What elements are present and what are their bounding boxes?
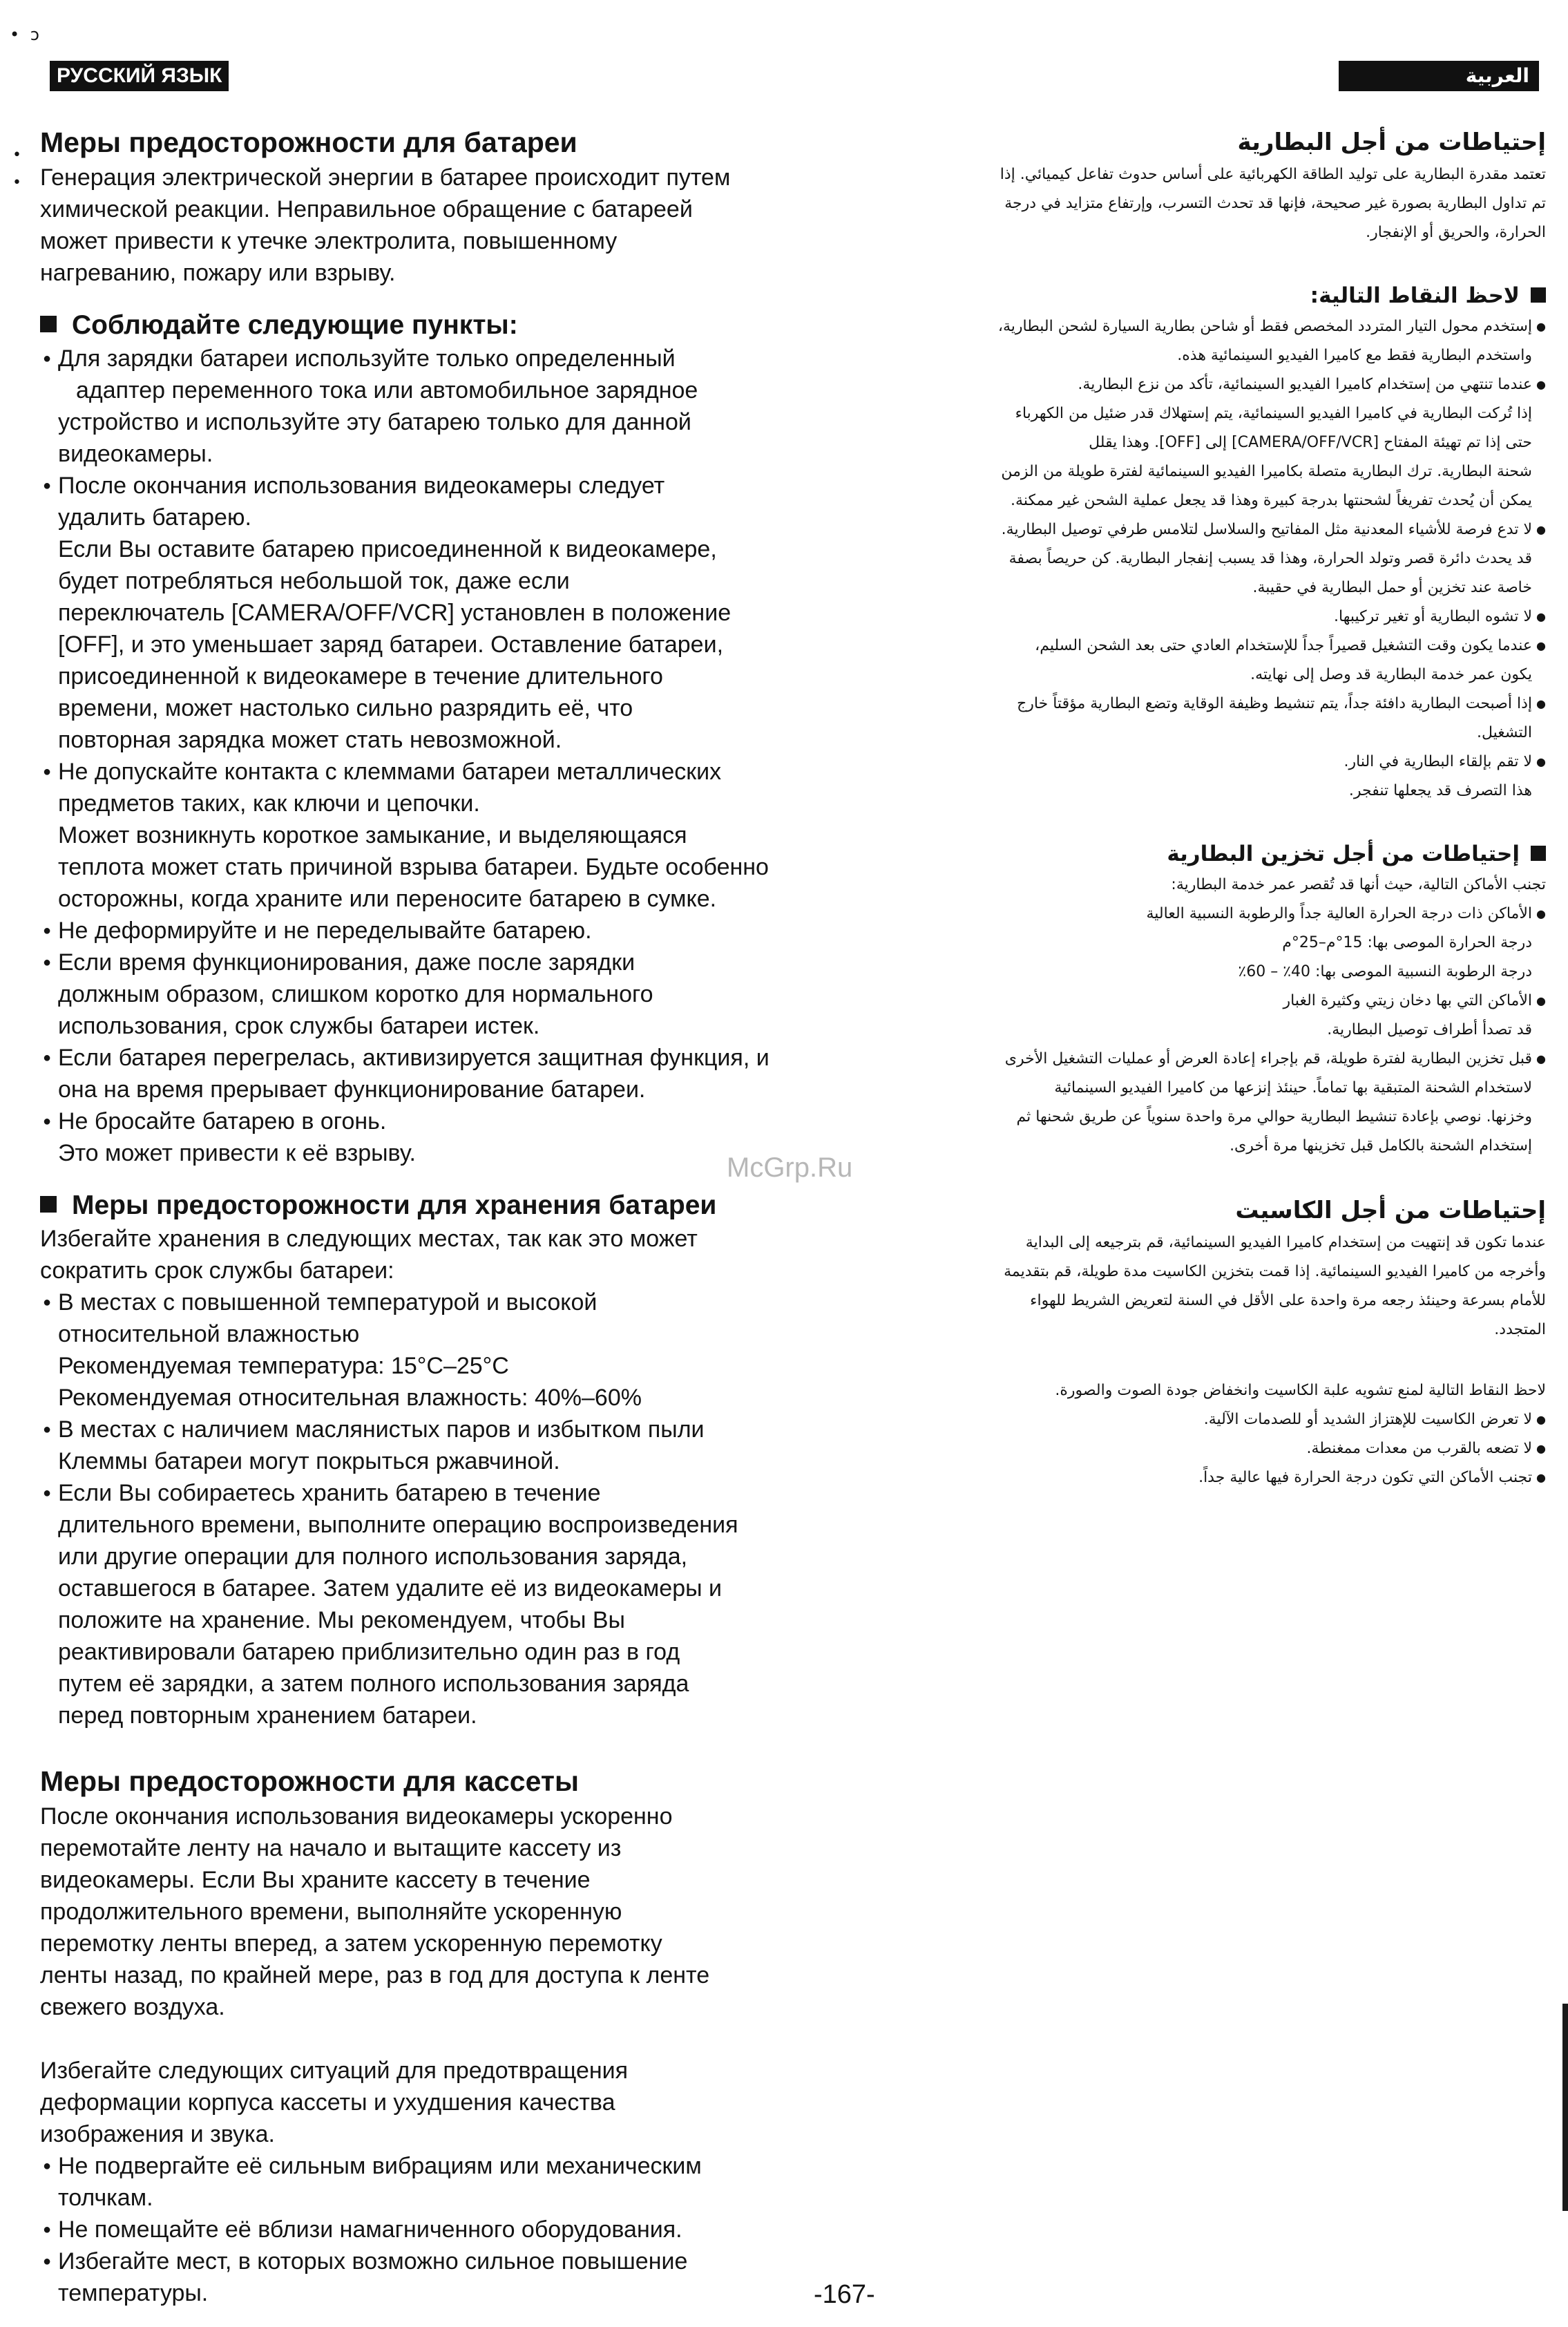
ar-bullet-item: ● الأماكن التي بها دخان زيتي وكثيرة الغبار (898, 987, 1546, 1016)
ar-text-line: يمكن أن يُحدث تفريغاً لشحنتها بدرجة كبيرة وهذا قد يجعل عملية الشحن غير ممكنة. (1011, 492, 1532, 509)
ru-text-line: свежего воздуха. (40, 1994, 225, 2020)
ru-text-line: Рекомендуемая относительная влажность: 40%–60% (58, 1385, 642, 1411)
ar-text-line: واستخدم البطارية فقط مع كاميرا الفيديو السينمائية هذه. (1177, 347, 1532, 364)
russian-column (40, 124, 883, 2309)
ar-bullet-item: ● الأماكن ذات درجة الحرارة العالية جداً والرطوبة النسبية العالية (898, 900, 1546, 929)
ru-text-line: путем её зарядки, а затем полного использования заряда (58, 1671, 689, 1697)
ar-text-line: تم تداول البطارية بصورة غير صحيحة، فإنها قد تحدث التسرب، وإرتفاع متزايد في درجة (1004, 195, 1546, 212)
ru-text-line: химической реакции. Неправильное обращение с батареей (40, 196, 693, 222)
ru-text-line: или другие операции для полного использования заряда, (58, 1544, 688, 1570)
ar-text-line: المتجدد. (1494, 1321, 1546, 1338)
margin-dot-icon: • (12, 174, 21, 191)
ru-cassette-title: Меры предосторожности для кассеты (40, 1765, 579, 1797)
ar-text-line: وخزنها. نوصي بإعادة تنشيط البطارية حوالي مرة واحدة سنوياً عن طريق شحنها ثم (1016, 1108, 1532, 1125)
ru-text-line: перемотку ленты вперед, а затем ускоренную перемотку (40, 1930, 662, 1957)
ar-text-line: لاستخدام الشحنة المتبقية بها تماماً. حينئذ إنزعها من كاميرا الفيديو السينمائية (1054, 1079, 1532, 1096)
ar-text-line: وأخرجه من كاميرا الفيديو السينمائية. إذا قمت بتخزين الكاسيت مدة طويلة، قم بتقديمة (1004, 1263, 1546, 1280)
ru-text-line: относительной влажностью (58, 1321, 360, 1347)
ar-text-line: هذا التصرف قد يجعلها تنفجر. (1348, 782, 1532, 799)
ar-bullet-item: ● لا تقم بإلقاء البطارية في النار. (898, 748, 1546, 777)
ru-text-line: устройство и используйте эту батарею только для данной (58, 409, 691, 435)
ru-text-line: времени, может настолько сильно разрядить её, что (58, 695, 633, 721)
ar-bullet-item: ● لا تدع فرصة للأشياء المعدنية مثل المفاتيح والسلاسل لتلامس طرفي توصيل البطارية. (898, 515, 1546, 544)
ru-text-line: оставшегося в батарее. Затем удалите её из видеокамеры и (58, 1575, 722, 1602)
ru-text-line: нагреванию, пожару или взрыву. (40, 260, 396, 286)
ru-text-line: длительного времени, выполните операцию воспроизведения (58, 1512, 738, 1538)
language-label-arabic: العربية (1339, 61, 1539, 91)
ru-text-line: может привести к утечке электролита, повышенному (40, 228, 618, 254)
ar-text-line: تعتمد مقدرة البطارية على توليد الطاقة الكهربائية على أساس حدوث تفاعل كيميائي. إذا (1000, 166, 1546, 183)
ru-text-line: использования, срок службы батареи истек. (58, 1013, 540, 1039)
ar-text-line: قد يحدث دائرة قصر وتولد الحرارة، وهذا قد يسبب إنفجار البطارية. كن حريصاً بصفة (1008, 550, 1532, 567)
ru-text-line: ленты назад, по крайней мере, раз в год для доступа к ленте (40, 1962, 710, 1988)
ru-battery-title: Меры предосторожности для батареи (40, 126, 577, 158)
ar-bullet-item: ● لا تعرض الكاسيت للإهتزاز الشديد أو للصدمات الآلية. (898, 1405, 1546, 1434)
ru-text-line: продолжительного времени, выполняйте ускоренную (40, 1899, 622, 1925)
ru-text-line: Это может привести к её взрыву. (58, 1140, 416, 1166)
ar-text-line: قد تصدأ أطراف توصيل البطارية. (1327, 1021, 1532, 1038)
corner-marks: • ɔ (10, 25, 42, 44)
ru-text-line: переключатель [CAMERA/OFF/VCR] установлен в положение (58, 600, 732, 626)
ru-text-line: изображения и звука. (40, 2121, 275, 2147)
ru-bullet-item: ● Не деформируйте и не переделывайте батарею. (40, 915, 883, 947)
ru-text-line: [OFF], и это уменьшает заряд батареи. Оставление батареи, (58, 631, 724, 658)
ar-text-line: تجنب الأماكن التالية، حيث أنها قد تُقصر عمر خدمة البطارية: (1171, 876, 1546, 893)
ru-text-line: реактивировали батарею приблизительно один раз в год (58, 1639, 680, 1665)
ru-text-line: Если Вы оставите батарею присоединенной к видеокамере, (58, 536, 717, 562)
language-label-russian: РУССКИЙ ЯЗЫК (50, 61, 229, 91)
ar-storage-title: إحتياطات من أجل تخزين البطارية (898, 837, 1546, 871)
ar-bullet-item: ● إذا أصبحت البطارية دافئة جداً، يتم تنشيط وظيفة الوقاية وتضع البطارية مؤقتاً خارج (898, 690, 1546, 719)
ru-text-line: теплота может стать причиной взрыва батареи. Будьте особенно (58, 854, 769, 880)
ar-battery-title: إحتياطات من أجل البطارية (1237, 129, 1546, 156)
margin-dot-icon: • (12, 146, 21, 164)
ru-bullet-item: ● После окончания использования видеокамеры следует (40, 470, 883, 502)
ru-points-title: Соблюдайте следующие пункты: (40, 308, 883, 343)
ru-bullet-item: ● Не допускайте контакта с клеммами батареи металлических (40, 756, 883, 788)
ru-text-line: должным образом, слишком коротко для нормального (58, 981, 653, 1007)
ru-bullet-item: ● Если время функционирования, даже после зарядки (40, 947, 883, 978)
ar-text-line: إستخدام الشحنة بالكامل قبل تخزينها مرة أخرى. (1230, 1137, 1532, 1155)
ru-text-line: видеокамеры. (58, 441, 213, 467)
ar-text-line: التشغيل. (1477, 724, 1532, 741)
page-number: -167- (814, 2280, 875, 2309)
ar-text-line: شحنة البطارية. ترك البطارية متصلة بكاميرا الفيديو السينمائية لفترة طويلة من الزمن (1001, 463, 1532, 480)
ar-text-line: درجة الرطوبة النسبية الموصى بها: 40٪ – 60٪ (1238, 963, 1532, 980)
ru-text-line: присоединенной к видеокамере в течение длительного (58, 663, 663, 690)
ar-text-line: للأمام بسرعة وحينئذ رجعه مرة واحدة على الأقل في السنة لتعريض الشريط للهواء (1030, 1292, 1546, 1309)
ru-text-line: Генерация электрической энергии в батарее происходит путем (40, 164, 731, 191)
ar-bullet-item: ● لا تشوه البطارية أو تغير تركيبها. (898, 602, 1546, 631)
ru-bullet-item: ● Не бросайте батарею в огонь. (40, 1105, 883, 1137)
ru-text-line: толчкам. (58, 2185, 153, 2211)
ru-text-line: Может возникнуть короткое замыкание, и выделяющаяся (58, 822, 687, 848)
ru-text-line: перемотайте ленту на начало и вытащите кассету из (40, 1835, 622, 1861)
ru-bullet-item: ● Для зарядки батареи используйте только определенный (40, 343, 883, 374)
square-bullet-icon (1531, 846, 1546, 861)
square-bullet-icon (40, 1196, 57, 1213)
ru-text-line: предметов таких, как ключи и цепочки. (58, 790, 480, 817)
ru-text-line: температуры. (58, 2280, 209, 2306)
ru-text-line: Избегайте следующих ситуаций для предотвращения (40, 2058, 629, 2084)
ru-bullet-item: ● Не подвергайте её сильным вибрациям или механическим (40, 2150, 883, 2182)
ar-bullet-item: ● تجنب الأماكن التي تكون درجة الحرارة فيها عالية جداً. (898, 1463, 1546, 1492)
ar-cassette-title: إحتياطات من أجل الكاسيت (1235, 1197, 1546, 1224)
ar-bullet-item: ● لا تضعه بالقرب من معدات ممغنطة. (898, 1434, 1546, 1463)
ar-bullet-item: ● عندما تنتهي من إستخدام كاميرا الفيديو السينمائية، تأكد من نزع البطارية. (898, 370, 1546, 399)
ru-text-line: Клеммы батареи могут покрыться ржавчиной. (58, 1448, 560, 1474)
ar-bullet-item: ● قبل تخزين البطارية لفترة طويلة، قم بإجراء إعادة العرض أو عمليات التشغيل الأخرى (898, 1045, 1546, 1074)
ru-text-line: повторная зарядка может стать невозможной. (58, 727, 562, 753)
ar-text-line: خاصة عند تخزين أو حمل البطارية في حقيبة. (1252, 579, 1532, 596)
ru-bullet-item: ● Не помещайте её вблизи намагниченного оборудования. (40, 2214, 883, 2245)
ar-text-line: يكون عمر خدمة البطارية قد وصل إلى نهايته. (1250, 666, 1532, 683)
ar-bullet-item: ● إستخدم محول التيار المتردد المخصص فقط أو شاحن بطارية السيارة لشحن البطارية، (898, 312, 1546, 341)
ru-text-line: удалить батарею. (58, 504, 251, 531)
ru-text-line: она на время прерывает функционирование батареи. (58, 1076, 646, 1103)
ru-bullet-item: ● В местах с повышенной температурой и высокой (40, 1286, 883, 1318)
ru-text-line: Избегайте хранения в следующих местах, так как это может (40, 1226, 698, 1252)
ar-text-line: درجة الحرارة الموصى بها: 15°م–25°م (1282, 934, 1532, 951)
ru-text-line: видеокамеры. Если Вы храните кассету в течение (40, 1867, 591, 1893)
ar-text-line: الحرارة، والحريق أو الإنفجار. (1366, 224, 1546, 241)
ru-text-line: После окончания использования видеокамеры ускоренно (40, 1803, 673, 1830)
arabic-column (898, 124, 1546, 1492)
ru-bullet-item: ● Если батарея перегрелась, активизируется защитная функция, и (40, 1042, 883, 1074)
ru-text-line: перед повторным хранением батареи. (58, 1702, 477, 1729)
ru-bullet-item: ● Избегайте мест, в которых возможно сильное повышение (40, 2245, 883, 2277)
ru-text-line: деформации корпуса кассеты и ухудшения качества (40, 2089, 615, 2116)
watermark: McGrp.Ru (727, 1152, 853, 1183)
ar-bullet-item: ● عندما يكون وقت التشغيل قصيراً جداً للإستخدام العادي حتى بعد الشحن السليم، (898, 631, 1546, 661)
ar-text-line: إذا تُركت البطارية في كاميرا الفيديو السينمائية، يتم إستهلاك قدر ضئيل من الكهرباء (1015, 405, 1532, 422)
page-edge-bar (1562, 2004, 1568, 2211)
ar-text-line: عندما تكون قد إنتهيت من إستخدام كاميرا الفيديو السينمائية، قم بترجيعه إلى البداية (1025, 1234, 1546, 1251)
ru-text-line: Рекомендуемая температура: 15°C–25°C (58, 1353, 509, 1379)
square-bullet-icon (1531, 287, 1546, 303)
ru-text-line: сократить срок службы батареи: (40, 1257, 394, 1284)
square-bullet-icon (40, 316, 57, 332)
ru-text-line: положите на хранение. Мы рекомендуем, чтобы Вы (58, 1607, 625, 1633)
ar-text-line: لاحظ النقاط التالية لمنع تشويه علبة الكاسيت وانخفاض جودة الصوت والصورة. (1055, 1382, 1546, 1399)
ru-bullet-item: ● В местах с наличием маслянистых паров и избытком пыли (40, 1414, 883, 1445)
ar-points-title: لاحظ النقاط التالية: (898, 279, 1546, 312)
ru-text-line: осторожны, когда храните или переносите батарею в сумке. (58, 886, 717, 912)
ru-text-line: адаптер переменного тока или автомобильное зарядное (76, 377, 698, 403)
ru-text-line: будет потребляться небольшой ток, даже если (58, 568, 570, 594)
ru-bullet-item: ● Если Вы собираетесь хранить батарею в течение (40, 1477, 883, 1509)
ar-text-line: حتى إذا تم تهيئة المفتاح [CAMERA/OFF/VCR] إلى [OFF]. وهذا يقلل (1089, 434, 1532, 451)
ru-storage-title: Меры предосторожности для хранения батареи (40, 1188, 883, 1223)
